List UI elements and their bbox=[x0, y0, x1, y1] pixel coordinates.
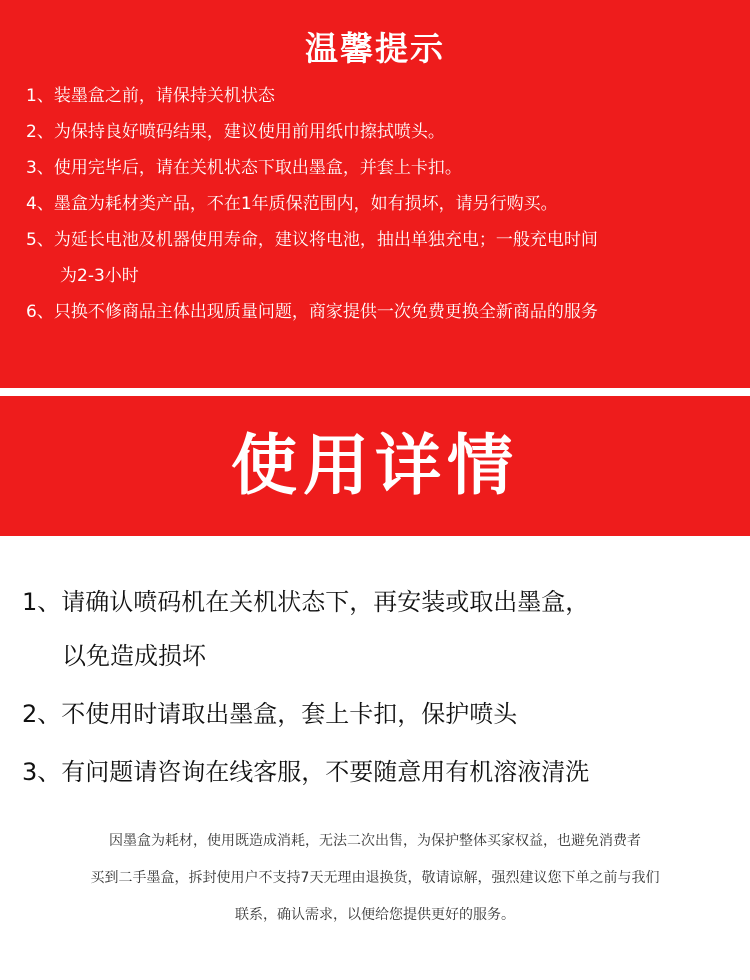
tip-item-3 bbox=[26, 156, 742, 180]
warm-tips-panel bbox=[0, 0, 750, 388]
tip-text: 1、装墨盒之前，请保持关机状态 bbox=[26, 86, 275, 106]
usage-step-1 bbox=[22, 585, 732, 673]
tip-item-5 bbox=[26, 228, 742, 288]
tip-item-2 bbox=[26, 120, 742, 144]
usage-step-text: 3、有问题请咨询在线客服，不要随意用有机溶液清洗 bbox=[22, 758, 590, 786]
warm-tips-list bbox=[26, 84, 742, 336]
notice-line-3: 联系，确认需求，以便给您提供更好的服务。 bbox=[235, 907, 515, 923]
tip-text: 3、使用完毕后，请在关机状态下取出墨盒，并套上卡扣。 bbox=[26, 158, 462, 178]
notice-line-2: 买到二手墨盒，拆封使用户不支持7天无理由退换货，敬请谅解，强烈建议您下单之前与我们 bbox=[90, 870, 660, 886]
tip-text-continuation: 为2-3小时 bbox=[60, 266, 139, 286]
warm-tips-title: 温馨提示 bbox=[305, 29, 445, 68]
usage-step-2 bbox=[22, 697, 732, 731]
usage-step-3 bbox=[22, 755, 732, 789]
usage-details-title: 使用详情 bbox=[231, 427, 519, 504]
return-policy-notice bbox=[30, 823, 720, 934]
tip-item-4 bbox=[26, 192, 742, 216]
tip-text: 4、墨盒为耗材类产品，不在1年质保范围内，如有损坏，请另行购买。 bbox=[26, 194, 558, 214]
usage-details-banner bbox=[0, 396, 750, 536]
tip-item-6 bbox=[26, 300, 742, 324]
usage-step-text: 1、请确认喷码机在关机状态下，再安装或取出墨盒， bbox=[22, 588, 590, 616]
usage-steps-list bbox=[22, 585, 732, 813]
tip-text: 2、为保持良好喷码结果，建议使用前用纸巾擦拭喷头。 bbox=[26, 122, 445, 142]
usage-step-text: 2、不使用时请取出墨盒，套上卡扣，保护喷头 bbox=[22, 700, 518, 728]
usage-step-continuation: 以免造成损坏 bbox=[62, 642, 206, 670]
notice-line-1: 因墨盒为耗材，使用既造成消耗，无法二次出售，为保护整体买家权益，也避免消费者 bbox=[109, 833, 641, 849]
tip-text: 6、只换不修商品主体出现质量问题，商家提供一次免费更换全新商品的服务 bbox=[26, 302, 598, 322]
tip-text: 5、为延长电池及机器使用寿命，建议将电池，抽出单独充电；一般充电时间 bbox=[26, 230, 598, 250]
tip-item-1 bbox=[26, 84, 742, 108]
